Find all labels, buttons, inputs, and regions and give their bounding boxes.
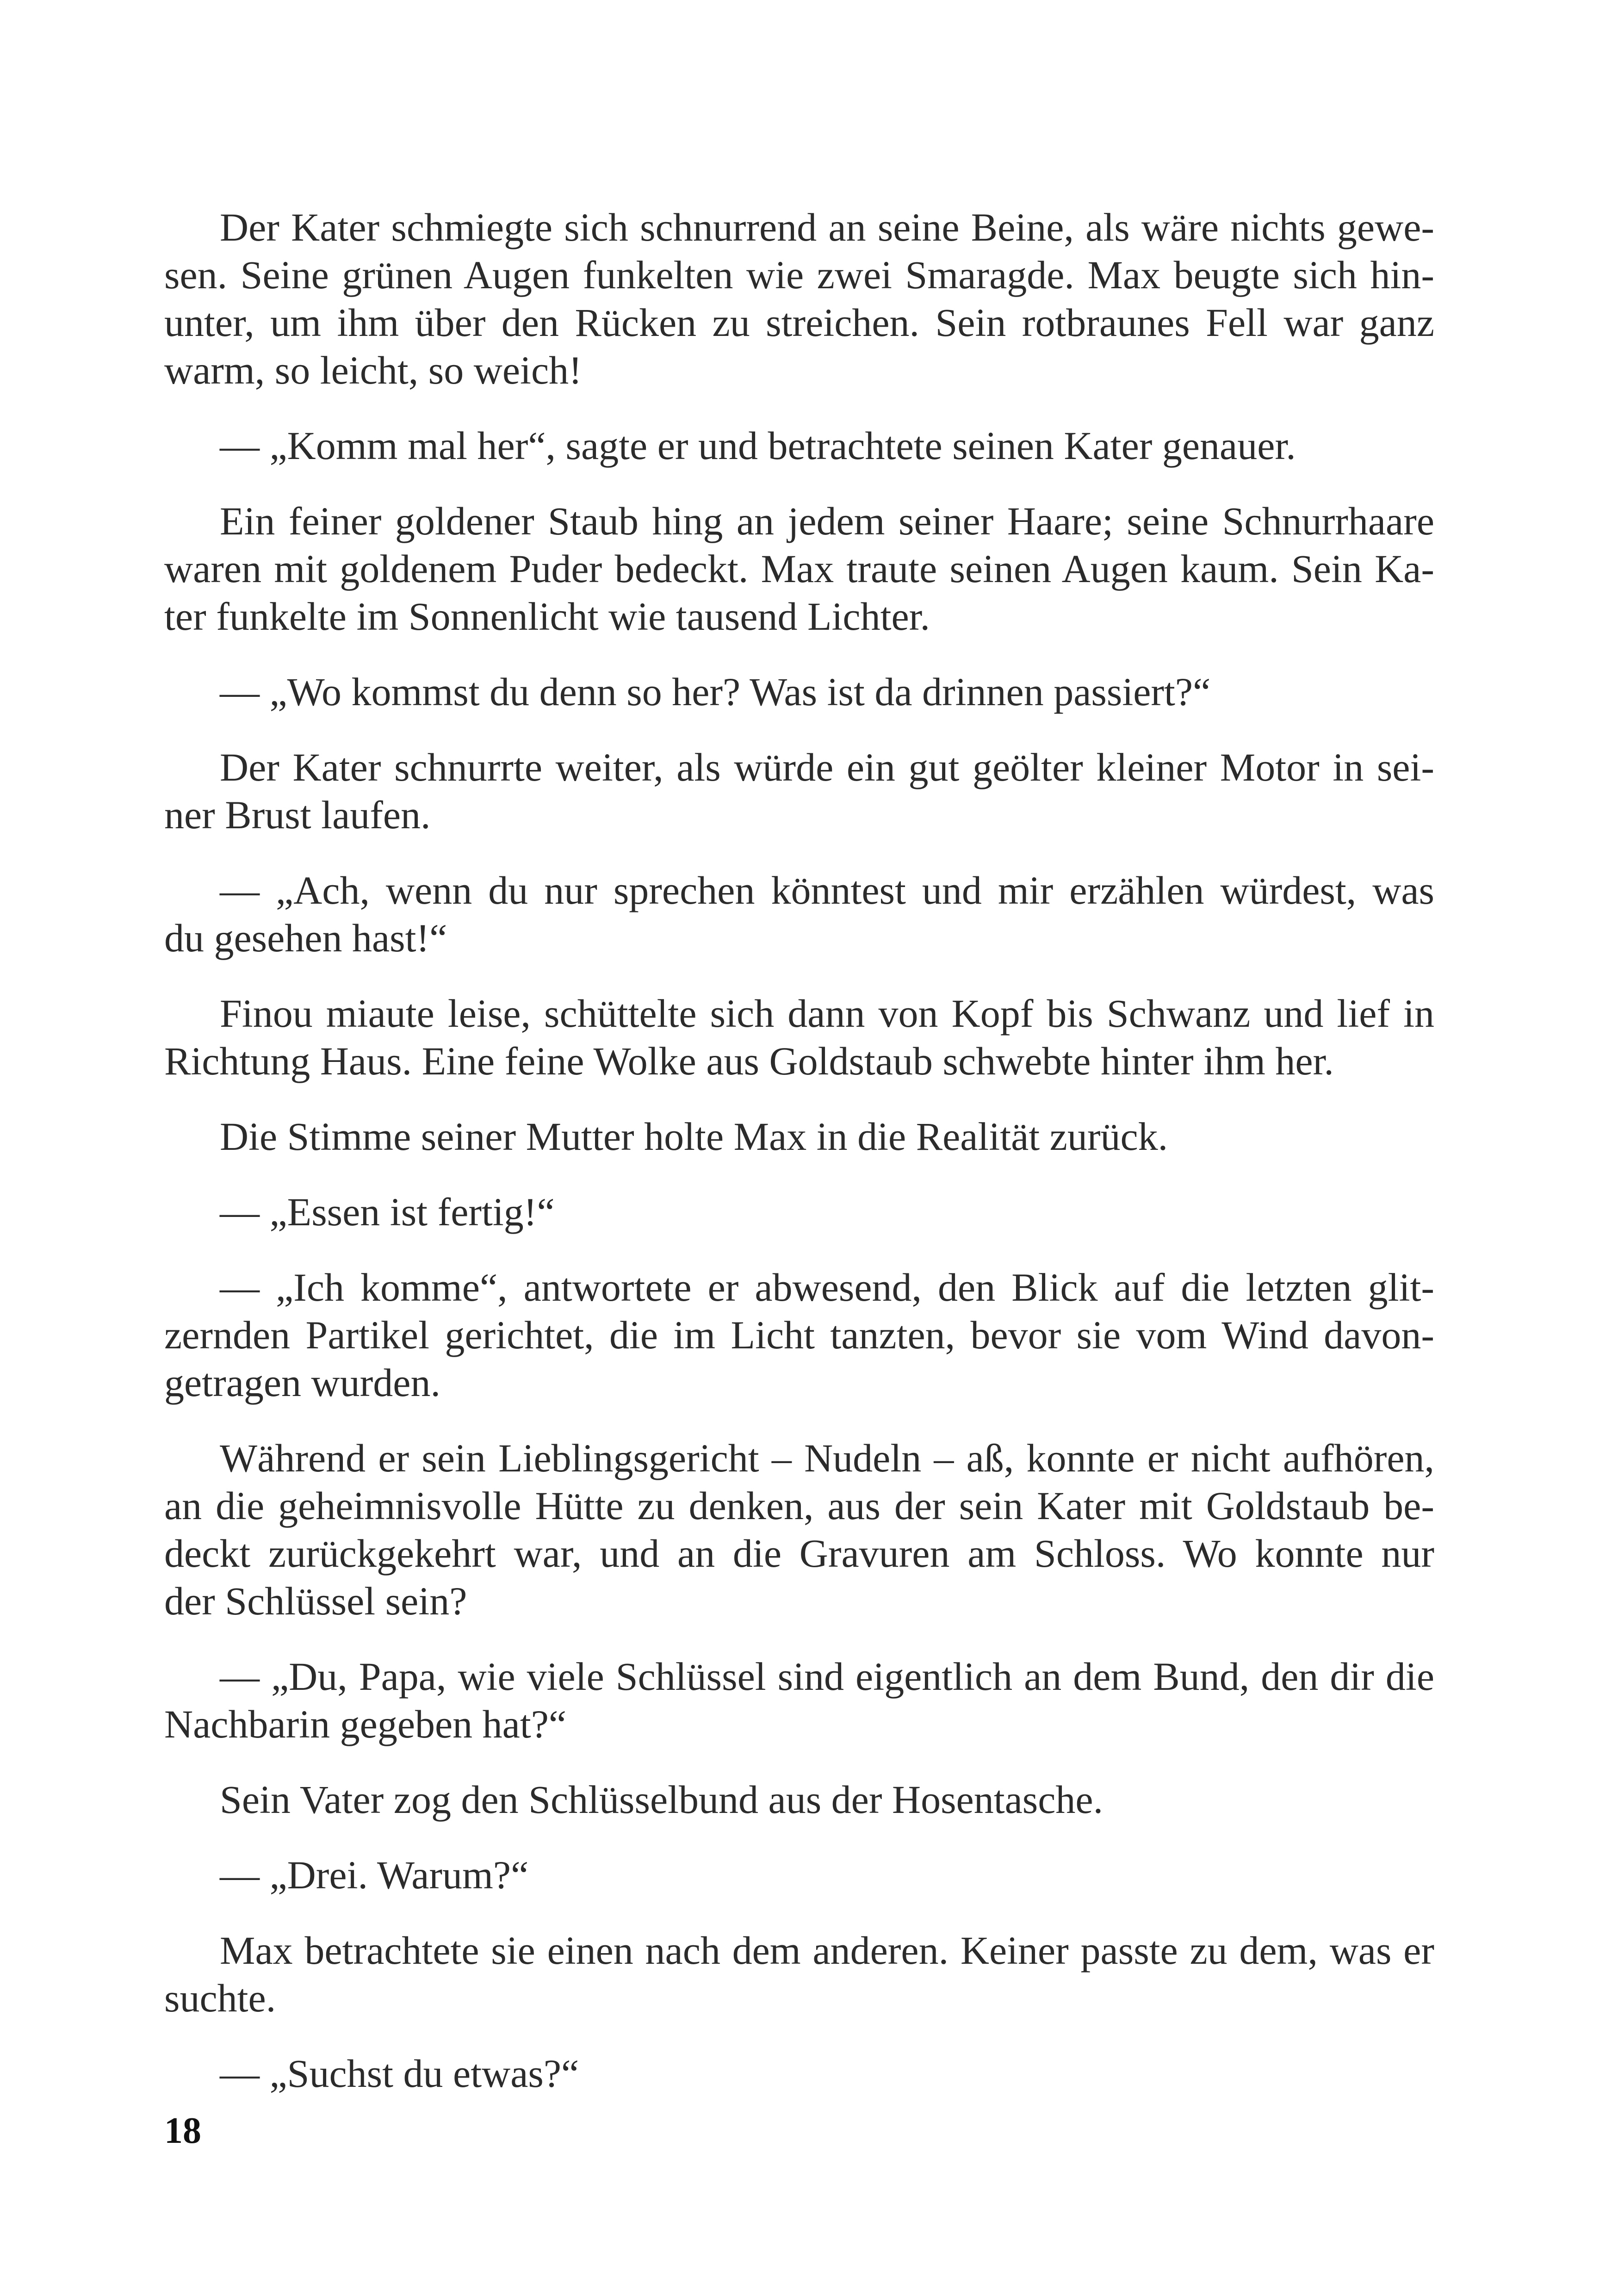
text-line: an die geheimnisvolle Hütte zu denken, aus der sein Kater mit Goldstaub be- (164, 1483, 1434, 1528)
text-line: deckt zurückgekehrt war, und an die Gravuren am Schloss. Wo konnte nur (164, 1531, 1434, 1576)
paragraph (164, 422, 1434, 470)
text-line: Die Stimme seiner Mutter holte Max in die Realität zurück. (220, 1114, 1168, 1159)
text-line: — „Ich komme“, antwortete er abwesend, den Blick auf die letzten glit- (220, 1265, 1434, 1309)
text-line: — „Essen ist fertig!“ (220, 1190, 555, 1234)
text-line: Finou miaute leise, schüttelte sich dann von Kopf bis Schwanz und lief in (220, 991, 1434, 1036)
text-line: du gesehen hast!“ (164, 916, 447, 960)
paragraph (164, 1927, 1434, 2022)
text-line: getragen wurden. (164, 1360, 440, 1405)
text-line: waren mit goldenem Puder bedeckt. Max traute seinen Augen kaum. Sein Ka- (164, 546, 1434, 591)
paragraph (164, 1851, 1434, 1899)
paragraph (164, 2050, 1434, 2097)
paragraph (164, 1113, 1434, 1160)
paragraph (164, 204, 1434, 394)
text-line: Während er sein Lieblingsgericht – Nudeln – aß, konnte er nicht aufhören, (220, 1436, 1434, 1480)
text-line: — „Ach, wenn du nur sprechen könntest und mir erzählen würdest, was (220, 868, 1434, 912)
paragraph (164, 1264, 1434, 1407)
page-number: 18 (164, 2110, 201, 2151)
text-line: Max betrachtete sie einen nach dem anderen. Keiner passte zu dem, was er (220, 1928, 1434, 1973)
text-line: Nachbarin gegeben hat?“ (164, 1702, 567, 1746)
text-line: — „Drei. Warum?“ (220, 1853, 529, 1897)
paragraph (164, 668, 1434, 716)
text-line: warm, so leicht, so weich! (164, 348, 582, 392)
text-line: zernden Partikel gerichtet, die im Licht tanzten, bevor sie vom Wind davon- (164, 1313, 1434, 1357)
text-line: Ein feiner goldener Staub hing an jedem seiner Haare; seine Schnurrhaare (220, 499, 1434, 543)
text-line: — „Komm mal her“, sagte er und betrachtete seinen Kater genauer. (220, 423, 1296, 468)
text-line: — „Du, Papa, wie viele Schlüssel sind eigentlich an dem Bund, den dir die (220, 1654, 1434, 1699)
paragraph (164, 744, 1434, 839)
text-line: unter, um ihm über den Rücken zu streichen. Sein rotbraunes Fell war ganz (164, 300, 1434, 345)
body-text (164, 204, 1434, 2125)
text-line: Sein Vater zog den Schlüsselbund aus der Hosentasche. (220, 1777, 1103, 1822)
paragraph (164, 497, 1434, 640)
text-line: Richtung Haus. Eine feine Wolke aus Goldstaub schwebte hinter ihm her. (164, 1039, 1334, 1083)
text-line: ter funkelte im Sonnenlicht wie tausend Lichter. (164, 594, 930, 639)
text-line: sen. Seine grünen Augen funkelten wie zwei Smaragde. Max beugte sich hin- (164, 253, 1434, 297)
paragraph (164, 990, 1434, 1085)
paragraph (164, 867, 1434, 962)
paragraph (164, 1188, 1434, 1236)
text-line: der Schlüssel sein? (164, 1579, 467, 1623)
paragraph (164, 1653, 1434, 1748)
text-line: Der Kater schmiegte sich schnurrend an seine Beine, als wäre nichts gewe- (220, 205, 1434, 249)
text-line: Der Kater schnurrte weiter, als würde ein gut geölter kleiner Motor in sei- (220, 745, 1434, 789)
paragraph (164, 1434, 1434, 1625)
text-line: — „Suchst du etwas?“ (220, 2051, 579, 2096)
text-line: ner Brust laufen. (164, 793, 431, 837)
text-line: — „Wo kommst du denn so her? Was ist da drinnen passiert?“ (220, 670, 1211, 714)
paragraph (164, 1776, 1434, 1824)
text-line: suchte. (164, 1976, 276, 2020)
